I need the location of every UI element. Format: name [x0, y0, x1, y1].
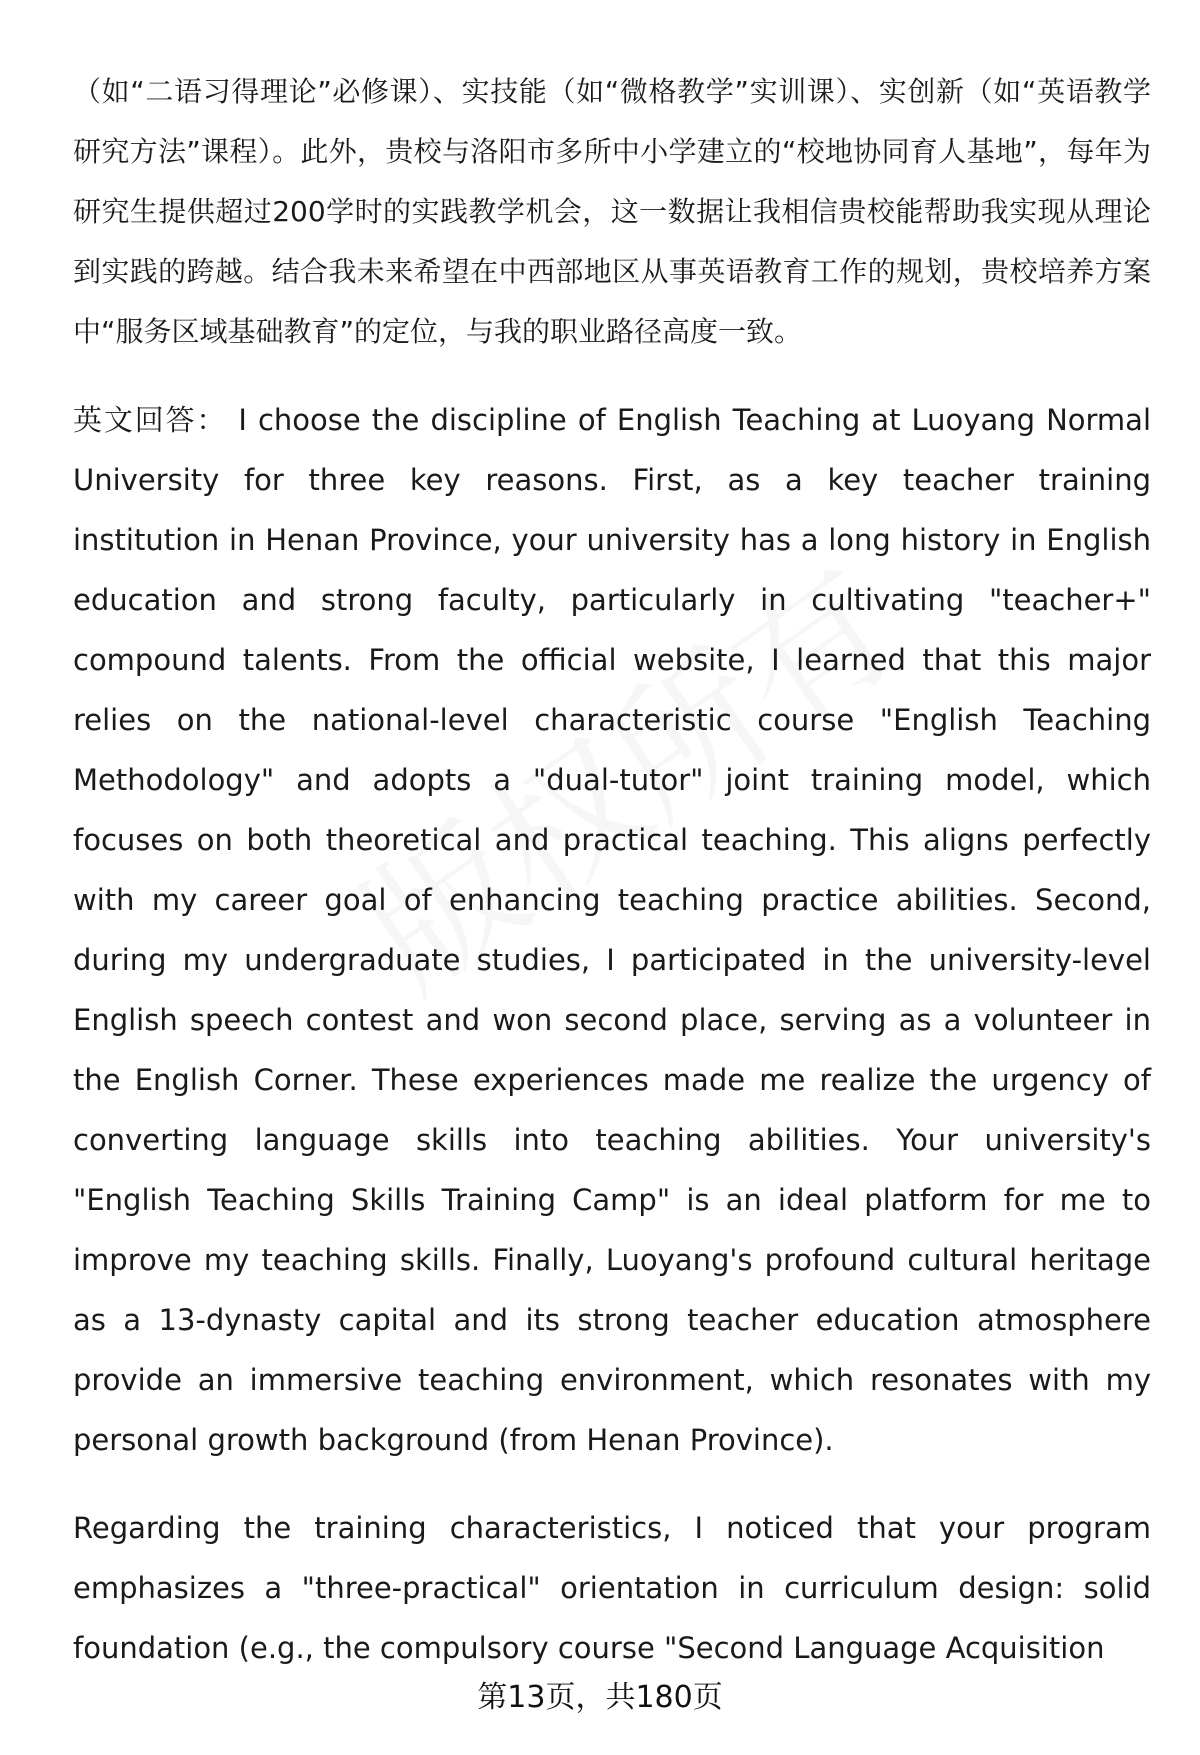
page-number: 第13页，共180页	[477, 1680, 723, 1715]
paragraph-training-characteristics: Regarding the training characteristics, I noticed that your program emphasizes a "three-practical" orientation in curriculum design: solid foundation (e.g., the compulsory course "Second Language Acquisition	[73, 1511, 1151, 1665]
paragraph-chinese-continuation: （如“二语习得理论”必修课）、实技能（如“微格教学”实训课）、实创新（如“英语教学研究方法”课程）。此外，贵校与洛阳市多所中小学建立的“校地协同育人基地”，每年为研究生提供超过200学时的实践教学机会，这一数据让我相信贵校能帮助我实现从理论到实践的跨越。结合我未来希望在中西部地区从事英语教育工作的规划，贵校培养方案中“服务区域基础教育”的定位，与我的职业路径高度一致。	[73, 75, 1151, 348]
paragraph-english-answer: 英文回答： I choose the discipline of English Teaching at Luoyang Normal University for three key reasons. First, as a key teacher training institution in Henan Province, your university has a long history in English education and strong faculty, particularly in cultivating "teacher+" compound talents. From the official website, I learned that this major relies on the national-level characteristic course "English Teaching Methodology" and adopts a "dual-tutor" joint training model, which focuses on both theoretical and practical teaching. This aligns perfectly with my career goal of enhancing teaching practice abilities. Second, during my undergraduate studies, I participated in the university-level English speech contest and won second place, serving as a volunteer in the English Corner. These experiences made me realize the urgency of converting language skills into teaching abilities. Your university's "English Teaching Skills Training Camp" is an ideal platform for me to improve my teaching skills. Finally, Luoyang's profound cultural heritage as a 13-dynasty capital and its strong teacher education atmosphere provide an immersive teaching environment, which resonates with my personal growth background (from Henan Province).	[73, 403, 1151, 1457]
document-body	[73, 62, 1151, 1678]
